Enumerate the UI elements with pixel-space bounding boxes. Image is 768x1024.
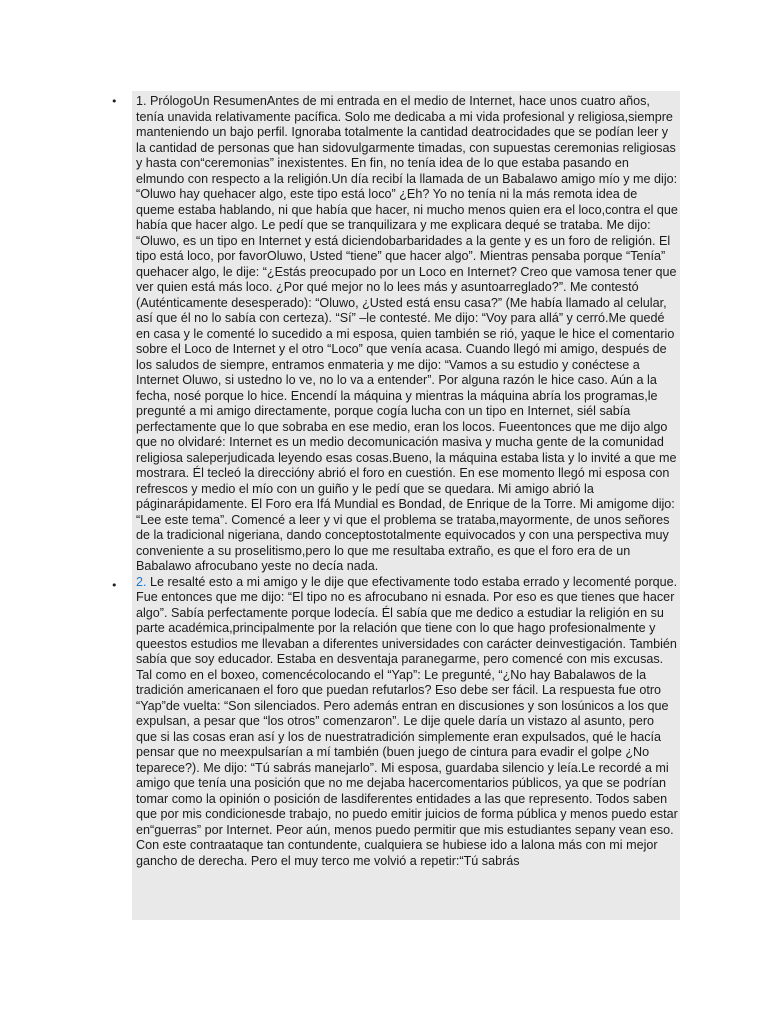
bullet-icon: •	[111, 95, 118, 108]
bullet-icon: •	[111, 578, 118, 592]
item-text: Le resalté esto a mi amigo y le dije que efectivamente todo estaba errado y lecomenté porque. Fue entonces que me dijo: “El tipo no es afrocubano ni esnada. Por eso es que tienes que hacer algo”. Sabía perfectamente porque lodecía. Él sabía que me dedico a estudiar la religión en su parte académica,principalmente por la relación que tiene con lo que hago profesionalmente y queestos estudios me llevaban a diferentes universidades con carácter deinvestigación. También sabía que soy educador. Estaba en desventaja paranegarme, pero comencé con mis excusas. Tal como en el boxeo, comencécolocando el “Yap”: Le pregunté, “¿No hay Babalawos de la tradición americanaen el foro que puedan refutarlos? Eso debe ser fácil. La respuesta fue otro “Yap”de vuelta: “Son silenciados. Pero además entran en discusiones y son losúnicos a los que expulsan, a pesar que “los otros” comenzaron”. Le dije quele daría un vistazo al asunto, pero que si las cosas eran así y los de nuestratradición simplemente eran expulsados, qué le hacía pensar que no meexpulsarían a mí también (buen juego de cintura para evadir el golpe ¿No teparece?). Me dijo: “Tú sabrás manejarlo”. Mi esposa, guardaba silencio y leía.Le recordé a mi amigo que tenía una posición que no me dejaba hacercomentarios públicos, ya que se podrían tomar como la opinión o posición de lasdiferentes entidades a las que represento. Todos saben que por mis condicionesde trabajo, no puedo emitir juicios de forma pública y menos puedo estar en“guerras” por Internet. Peor aún, menos puedo permitir que mis estudiantes sepany vean eso. Con este contraataque tan contundente, cualquiera se hubiese ido a lalona más con mi mejor gancho de derecha. Pero el muy terco me volvió a repetir:“Tú sabrás	[136, 574, 678, 868]
item-number: 1.	[136, 94, 147, 108]
item-text: PrólogoUn ResumenAntes de mi entrada en el medio de Internet, hace unos cuatro años, tenía unavida relativamente pacífica. Solo me dedicaba a mi vida profesional y religiosa,siempre manteniendo un bajo perfil. Ignoraba totalmente la cantidad deatrocidades que se podían leer y la cantidad de personas que han sidovulgarmente timadas, con supuestas ceremonias religiosas y hasta con“ceremonias” inexistentes. En fin, no tenía idea de lo que estaba pasando en elmundo con respecto a la religión.Un día recibí la llamada de un Babalawo amigo mío y me dijo: “Oluwo hay quehacer algo, este tipo está loco” ¿Eh? Yo no tenía ni la más remota idea de queme estaba hablando, ni que había que hacer, ni mucho menos quien era el loco,contra el que había que hacer algo. Le pedí que se tranquilizara y me explicara dequé se trataba. Me dijo: “Oluwo, es un tipo en Internet y está diciendobarbaridades a la gente y es un foro de religión. El tipo está loco, por favorOluwo, Usted “tiene” que hacer algo”. Mientras pensaba porque “Tenía” quehacer algo, le dije: “¿Estás preocupado por un Loco en Internet? Creo que vamosa tener que ver quien está más loco. ¿Por qué mejor no lo lees más y asuntoarreglado?”. Me contestó (Auténticamente desesperado): “Oluwo, ¿Usted está ensu casa?” (Me había llamado al celular, así que él no lo sabía con certeza). “Sí” –le contesté. Me dijo: “Voy para allá” y cerró.Me quedé en casa y le comenté lo sucedido a mi esposa, quien también se rió, yaque le hice el comentario sobre el Loco de Internet y el otro “Loco” que venía acasa. Cuando llegó mi amigo, después de los saludos de siempre, entramos enmateria y me dijo: “Vamos a su estudio y conéctese a Internet Oluwo, si ustedno lo ve, no lo va a entender”. Por alguna razón le hice caso. Aún a la fecha, nosé porque lo hice. Encendí la máquina y mientras la máquina abría los programas,le pregunté a mi amigo directamente, porque cogía lucha con un tipo en Internet, siél sabía perfectamente que lo que sobraba en ese medio, eran los locos. Fueentonces que me dijo algo que no olvidaré: Internet es un medio decomunicación masiva y mucha gente de la comunidad religiosa saleperjudicada leyendo esas cosas.Bueno, la máquina estaba lista y lo invité a que me mostrara. Él tecleó la direccióny abrió el foro en cuestión. En ese momento llegó mi esposa con refrescos y medio el mío con un guiño y le pedí que se quedara. Mi amigo abrió la páginarápidamente. El Foro era Ifá Mundial es Bondad, de Enrique de la Torre. Mi amigome dijo: “Lee este tema”. Comencé a leer y vi que el problema se trataba,mayormente, de unos señores de la tradicional nigeriana, dando conceptostotalmente equivocados y con una perspectiva muy conveniente a su proselitismo,pero lo que me resultaba extraño, es que el foro era de un Babalawo afrocubano yeste no decía nada.	[136, 94, 678, 573]
list-item	[111, 574, 680, 870]
list-item	[111, 91, 680, 575]
document-text-block	[111, 91, 680, 920]
item-number-link[interactable]: 2.	[136, 574, 147, 589]
